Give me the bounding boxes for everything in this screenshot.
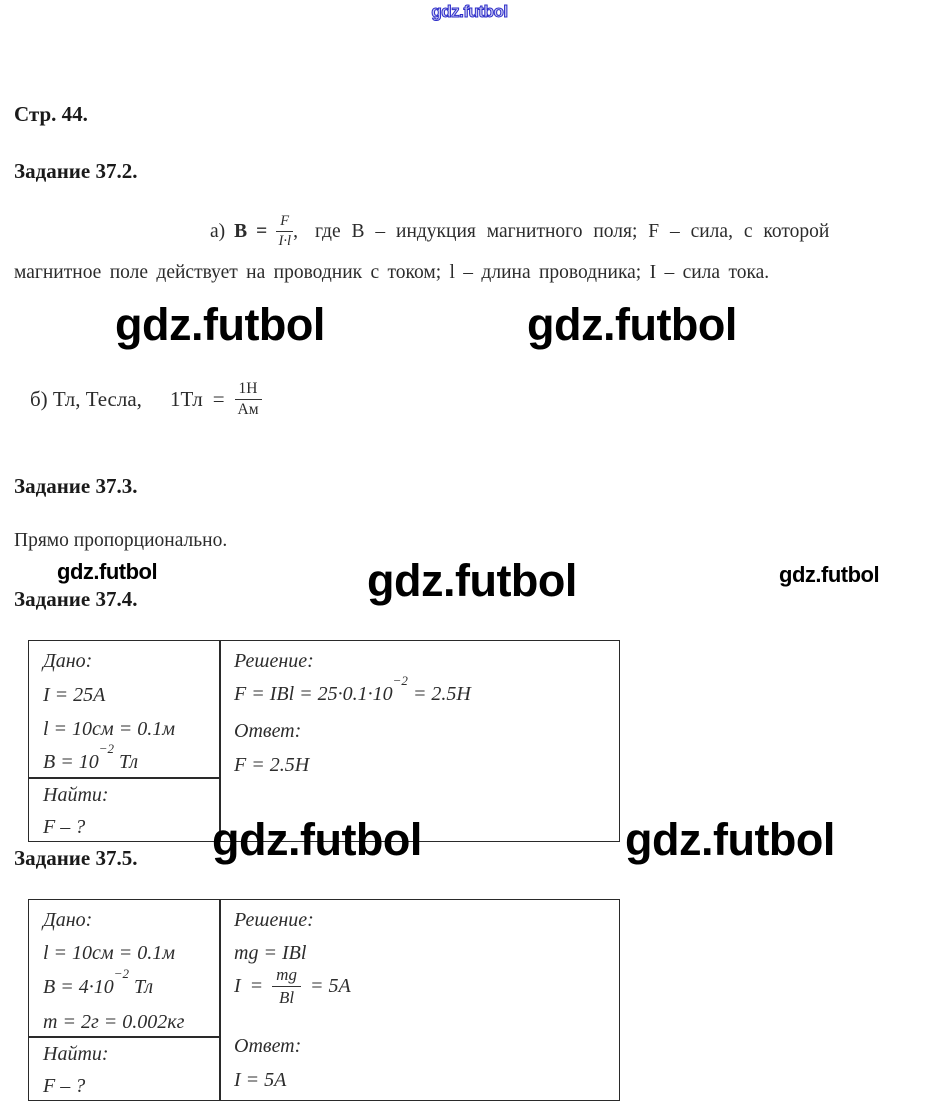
page-number-heading: Стр. 44. bbox=[14, 102, 88, 126]
fraction-N-over-Am: $\frac{1Н}{Ам}$ bbox=[235, 381, 262, 419]
table-vertical-divider bbox=[219, 641, 221, 841]
formula-lhs: B bbox=[234, 220, 248, 242]
tesla-lhs: 1Тл bbox=[169, 387, 203, 412]
comma: , bbox=[293, 220, 299, 242]
task-heading-37-5: Задание 37.5. bbox=[14, 846, 138, 870]
find-label: Найти: bbox=[43, 784, 109, 806]
table-vertical-divider bbox=[219, 900, 221, 1100]
answer-label: Ответ: bbox=[234, 720, 302, 742]
table-horizontal-divider bbox=[29, 777, 219, 779]
solution-table-37-5 bbox=[28, 899, 620, 1101]
solution-fraction-line: I = $\frac{mg}{Bl}$ = 5А bbox=[234, 965, 351, 1007]
task-heading-37-2: Задание 37.2. bbox=[14, 159, 138, 183]
given-label: Дано: bbox=[43, 650, 93, 672]
fraction-F-over-Il: $\frac{F}{I\cdot l}$ bbox=[276, 214, 293, 249]
solution-label: Решение: bbox=[234, 650, 314, 672]
given-label: Дано: bbox=[43, 909, 93, 931]
watermark-top: gdz.futbol bbox=[431, 2, 508, 21]
definition-text-line2: магнитное поле действует на проводник с током; l – длина проводника; I – сила тока. bbox=[14, 262, 770, 283]
watermark-large-3: gdz.futbol bbox=[367, 555, 577, 606]
formula-37-2b bbox=[30, 381, 262, 419]
item-a-marker: а) bbox=[210, 220, 226, 242]
solution-table-37-4 bbox=[28, 640, 620, 842]
given-value: I = 25А bbox=[43, 684, 106, 706]
fraction-mg-over-Bl: $\frac{mg}{Bl}$ bbox=[272, 966, 301, 1007]
answer-label: Ответ: bbox=[234, 1035, 302, 1057]
watermark-large-5: gdz.futbol bbox=[625, 814, 835, 865]
task-37-3-answer: Прямо пропорционально. bbox=[14, 530, 228, 551]
equals-sign: = bbox=[256, 220, 268, 242]
watermark-large-2: gdz.futbol bbox=[527, 299, 737, 350]
equals-sign: = bbox=[212, 387, 225, 412]
solution-label: Решение: bbox=[234, 909, 314, 931]
task-heading-37-4: Задание 37.4. bbox=[14, 587, 138, 611]
watermark-small-2: gdz.futbol bbox=[779, 562, 880, 587]
watermark-large-4: gdz.futbol bbox=[212, 814, 422, 865]
answer-value: F = 2.5Н bbox=[234, 754, 310, 776]
solution-line: mg = IBl bbox=[234, 942, 307, 964]
find-value: F – ? bbox=[43, 1075, 86, 1097]
solution-line: F = IBl = $25\cdot 0.1\cdot 10^{-2} = 2.5Н$ bbox=[234, 673, 471, 705]
watermark-large-1: gdz.futbol bbox=[115, 299, 325, 350]
given-value: $B = 10^{-2}$ Тл bbox=[43, 741, 139, 773]
item-b-text: б) Тл, Тесла, bbox=[30, 387, 142, 412]
formula-37-2a-line1 bbox=[210, 214, 829, 249]
given-value: l = 10см = 0.1м bbox=[43, 718, 175, 740]
watermark-small-1: gdz.futbol bbox=[57, 559, 158, 584]
answer-value: I = 5А bbox=[234, 1069, 287, 1091]
given-value: $B = 4\cdot 10^{-2}$ Тл bbox=[43, 966, 154, 998]
find-label: Найти: bbox=[43, 1043, 109, 1065]
table-horizontal-divider bbox=[29, 1036, 219, 1038]
find-value: F – ? bbox=[43, 816, 86, 838]
given-value: m = 2г = 0.002кг bbox=[43, 1011, 185, 1033]
task-heading-37-3: Задание 37.3. bbox=[14, 474, 138, 498]
definition-text-line1: где В – индукция магнитного поля; F – сила, с которой bbox=[315, 220, 830, 242]
given-value: l = 10см = 0.1м bbox=[43, 942, 175, 964]
